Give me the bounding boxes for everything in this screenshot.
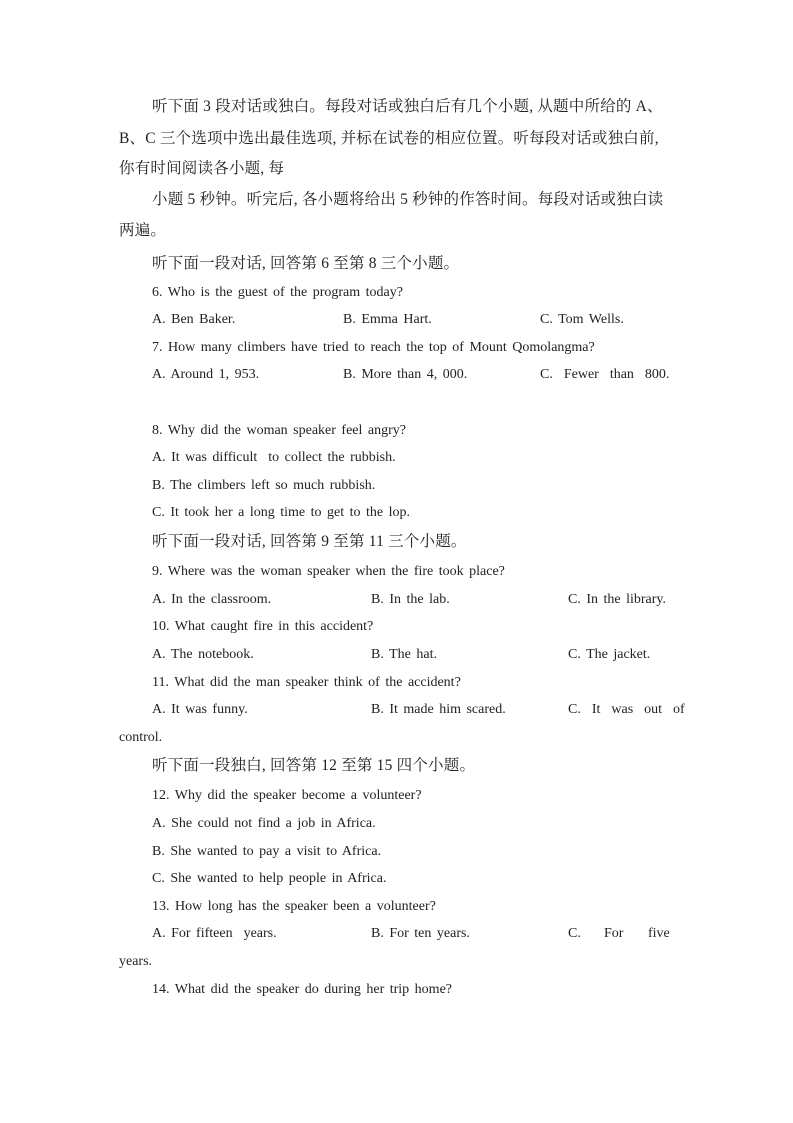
question-9-option-b: B. In the lab. [371,592,450,607]
question-13-option-c-word-2: five [648,926,670,941]
question-6-option-a: A. Ben Baker. [152,312,236,327]
question-12-option-a: A. She could not find a job in Africa. [152,816,376,831]
instructions-line-5: 两遍。 [119,222,167,239]
question-7-option-b: B. More than 4, 000. [343,367,468,382]
question-13-option-a: A. For fifteen years. [152,926,277,941]
question-12-option-c: C. She wanted to help people in Africa. [152,871,387,886]
question-8-option-c: C. It took her a long time to get to the lop. [152,505,411,520]
question-11-option-a: A. It was funny. [152,702,248,717]
section3-heading: 听下面一段独白, 回答第 12 至第 15 四个小题。 [152,757,476,774]
question-12: 12. Why did the speaker become a volunteer? [152,788,422,803]
question-6: 6. Who is the guest of the program today? [152,285,403,300]
question-13-option-c-word-1: For [604,926,624,941]
instructions-line-2: B、C 三个选项中选出最佳选项, 并标在试卷的相应位置。听每段对话或独白前, [119,130,659,147]
question-8-option-b: B. The climbers left so much rubbish. [152,478,376,493]
instructions-line-1: 听下面 3 段对话或独白。每段对话或独白后有几个小题, 从题中所给的 A、 [152,98,663,115]
question-9-option-c: C. In the library. [568,592,667,607]
question-13-option-c-continued: years. [119,954,153,969]
question-8-option-a: A. It was difficult to collect the rubbish. [152,450,396,465]
question-12-option-b: B. She wanted to pay a visit to Africa. [152,844,382,859]
question-10: 10. What caught fire in this accident? [152,619,374,634]
question-7: 7. How many climbers have tried to reach the top of Mount Qomolangma? [152,340,595,355]
question-13: 13. How long has the speaker been a volunteer? [152,899,436,914]
question-14: 14. What did the speaker do during her trip home? [152,982,452,997]
question-13-option-c-label: C. [568,926,581,941]
instructions-line-3: 你有时间阅读各小题, 每 [119,160,285,177]
question-9: 9. Where was the woman speaker when the fire took place? [152,564,505,579]
question-10-option-a: A. The notebook. [152,647,254,662]
question-10-option-b: B. The hat. [371,647,437,662]
question-11-option-c: C. It was out of [568,702,685,717]
question-8: 8. Why did the woman speaker feel angry? [152,423,406,438]
question-7-option-c: C. Fewer than 800. [540,367,670,382]
section1-heading: 听下面一段对话, 回答第 6 至第 8 三个小题。 [152,255,460,272]
instructions-line-4: 小题 5 秒钟。听完后, 各小题将给出 5 秒钟的作答时间。每段对话或独白读 [152,191,664,208]
question-11-option-b: B. It made him scared. [371,702,506,717]
question-6-option-b: B. Emma Hart. [343,312,432,327]
question-6-option-c: C. Tom Wells. [540,312,624,327]
question-9-option-a: A. In the classroom. [152,592,272,607]
question-10-option-c: C. The jacket. [568,647,651,662]
question-11: 11. What did the man speaker think of the accident? [152,675,461,690]
question-11-option-c-continued: control. [119,730,163,745]
section2-heading: 听下面一段对话, 回答第 9 至第 11 三个小题。 [152,533,467,550]
question-7-option-a: A. Around 1, 953. [152,367,260,382]
question-13-option-b: B. For ten years. [371,926,470,941]
